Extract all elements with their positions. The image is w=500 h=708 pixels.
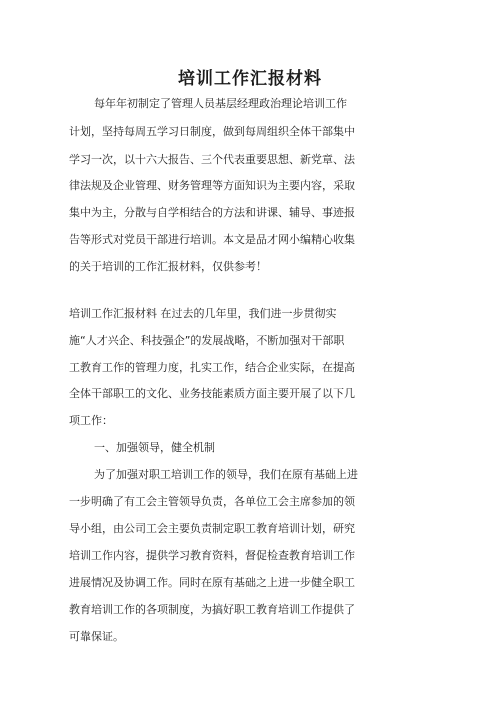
paragraph-line: 进展情况及协调工作。同时在原有基础之上进一步健全职工 bbox=[69, 576, 355, 589]
intro-line: 的关于培训的工作汇报材料，仅供参考！ bbox=[69, 260, 267, 273]
document-title: 培训工作汇报材料 bbox=[178, 69, 322, 89]
intro-line: 学习一次，以十六大报告、三个代表重要思想、新党章、法 bbox=[69, 153, 355, 166]
paragraph-line: 可靠保证。 bbox=[69, 630, 124, 643]
intro-line: 告等形式对党员干部进行培训。本文是品才网小编精心收集 bbox=[69, 233, 355, 246]
section-line: 培训工作汇报材料 在过去的几年里，我们进一步贯彻实 bbox=[69, 307, 337, 320]
intro-line: 律法规及企业管理、财务管理等方面知识为主要内容，采取 bbox=[69, 179, 355, 192]
section-line: 施“人才兴企、科技强企”的发展战略，不断加强对干部职 bbox=[69, 334, 345, 347]
section-line: 项工作： bbox=[69, 414, 113, 427]
paragraph-line: 为了加强对职工培训工作的领导，我们在原有基础上进 bbox=[94, 468, 358, 481]
section-heading: 一、加强领导，健全机制 bbox=[94, 441, 215, 454]
paragraph-line: 导小组，由公司工会主要负责制定职工教育培训计划，研究 bbox=[69, 522, 355, 535]
paragraph-line: 教育培训工作的各项制度，为搞好职工教育培训工作提供了 bbox=[69, 603, 355, 616]
intro-line: 集中为主，分散与自学相结合的方法和讲课、辅导、事迹报 bbox=[69, 206, 355, 219]
section-line: 工教育工作的管理力度，扎实工作，结合企业实际，在提高 bbox=[69, 361, 355, 374]
section-line: 全体干部职工的文化、业务技能素质方面主要开展了以下几 bbox=[69, 387, 355, 400]
paragraph-line: 培训工作内容，提供学习教育资料，督促检查教育培训工作 bbox=[69, 549, 355, 562]
intro-line: 每年年初制定了管理人员基层经理政治理论培训工作 bbox=[94, 97, 347, 110]
paragraph-line: 一步明确了有工会主管领导负责，各单位工会主席参加的领 bbox=[69, 495, 355, 508]
intro-line: 计划，坚持每周五学习日制度，做到每周组织全体干部集中 bbox=[69, 125, 355, 138]
